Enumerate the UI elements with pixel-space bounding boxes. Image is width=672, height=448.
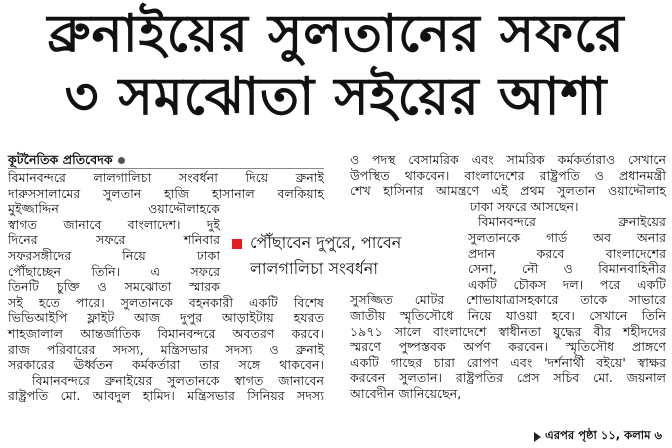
text-line: দারুসসালামের সুলতান হাজি হাসানাল বলকিয়াহ bbox=[8, 185, 324, 201]
byline bbox=[8, 152, 324, 168]
byline-bullet-icon bbox=[118, 157, 125, 164]
continuation-note bbox=[534, 427, 662, 446]
text-line: করবেন সুলতান। রাষ্ট্রপতির প্রেস সচিব মো. জয়নাল bbox=[350, 370, 666, 386]
text-line: সফরসঙ্গীদের নিয়ে ঢাকা bbox=[8, 247, 220, 263]
text-line: স্বাগত জানাবে বাংলাদেশ। দুই bbox=[8, 216, 220, 232]
pull-quote-text: পৌঁছাবেন দুপুরে, পাবেন লালগালিচা সংবর্ধনা bbox=[250, 233, 402, 278]
text-line: ভিভিআইপি ফ্লাইট আজ দুপুর আড়াইটায় হযরত bbox=[8, 310, 324, 326]
triangle-arrow-icon bbox=[534, 432, 541, 442]
text-line: প্রদান করবে বাংলাদেশের bbox=[468, 245, 666, 261]
headline bbox=[0, 2, 672, 128]
text-line: শাহজালাল আন্তর্জাতিক বিমানবন্দরে অবতরণ করবে। bbox=[8, 325, 324, 341]
text-line: সেনা, নৌ ও বিমানবাহিনীর bbox=[468, 261, 666, 277]
text-line: স্মরণে পুষ্পস্তবক অর্পণ করবেন। স্মৃতিসৌধ প্রাঙ্গণে bbox=[350, 339, 666, 355]
text-line: বিমানবন্দরে লালগালিচা সংবর্ধনা দিয়ে ব্রুনাই bbox=[8, 170, 324, 185]
text-line: মুইজ্জাদ্দিন ওয়াদ্দৌলাহকে bbox=[8, 201, 220, 217]
byline-text: কূটনৈতিক প্রতিবেদক bbox=[8, 152, 113, 167]
text-line: সুসজ্জিত মোটর শোভাযাত্রাসহকারে তাকে সাভারে bbox=[350, 292, 666, 308]
text-line: ঢাকা সফরে আসছেন। bbox=[470, 198, 579, 214]
byline-rule bbox=[8, 168, 324, 169]
text-line: বিমানবন্দরে ব্রুনাইয়ের bbox=[478, 214, 666, 230]
text-line: পৌঁছাচ্ছেন তিনি। এ সফরে bbox=[8, 263, 220, 279]
text-line: তিনটি চুক্তি ও সমঝোতা স্মারক bbox=[8, 279, 220, 295]
headline-line-1: ব্রুনাইয়ের সুলতানের সফরে bbox=[47, 4, 625, 64]
text-line: একটি চৌকস দল। পরে একটি bbox=[468, 276, 666, 292]
text-line: রাষ্ট্রপতি মো. আবদুল হামিদ। মন্ত্রিসভার সিনিয়র সদস্য bbox=[8, 388, 324, 404]
text-line: একটি গাছের চারা রোপণ এবং 'দর্শনার্থী বইয়ে' স্বাক্ষর bbox=[350, 354, 666, 370]
text-line: ও পদস্থ বেসামরিক এবং সামরিক কর্মকর্তারাও সেখানে bbox=[350, 152, 666, 167]
right-paragraph-1 bbox=[350, 152, 666, 214]
left-paragraph-2 bbox=[8, 373, 324, 404]
text-line: উপস্থিত থাকবেন। বাংলাদেশের রাষ্ট্রপতি ও প্রধানমন্ত্রী bbox=[350, 167, 666, 183]
red-square-icon bbox=[232, 239, 242, 249]
pull-quote-box bbox=[226, 226, 464, 290]
text-line: ১৯৭১ সালে বাংলাদেশে স্বাধীনতা যুদ্ধের বীর শহীদদের bbox=[350, 323, 666, 339]
text-line: বিমানবন্দরে ব্রুনাইয়ের সুলতানকে স্বাগত জানাবেন bbox=[32, 372, 324, 388]
text-line: দিনের সফরে শনিবার bbox=[8, 232, 220, 248]
headline-line-2: ৩ সমঝোতা সইয়ের আশা bbox=[64, 67, 608, 127]
text-line: শেখ হাসিনার আমন্ত্রণে এই প্রথম সুলতান ওয়াদ্দৌলাহ bbox=[350, 183, 666, 199]
text-line: রাজ পরিবারের সদস্য, মন্ত্রিসভার সদস্য ও ব্রুনাই bbox=[8, 341, 324, 357]
continuation-text: এরপর পৃষ্ঠা ১১, কলাম ৬ bbox=[545, 428, 662, 442]
text-line: সরকারের ঊর্ধ্বতন কর্মকর্তারা তার সঙ্গে থাকবেন। bbox=[8, 357, 324, 373]
text-line: আবেদীন জানিয়েছেন, bbox=[350, 385, 462, 401]
text-line: জাতীয় স্মৃতিসৌধে নিয়ে যাওয়া হবে। সেখানে তিনি bbox=[350, 307, 666, 323]
text-line: সুলতানকে গার্ড অব অনার bbox=[468, 229, 666, 245]
text-line: সই হতে পারে। সুলতানকে বহনকারী একটি বিশেষ bbox=[8, 294, 324, 310]
